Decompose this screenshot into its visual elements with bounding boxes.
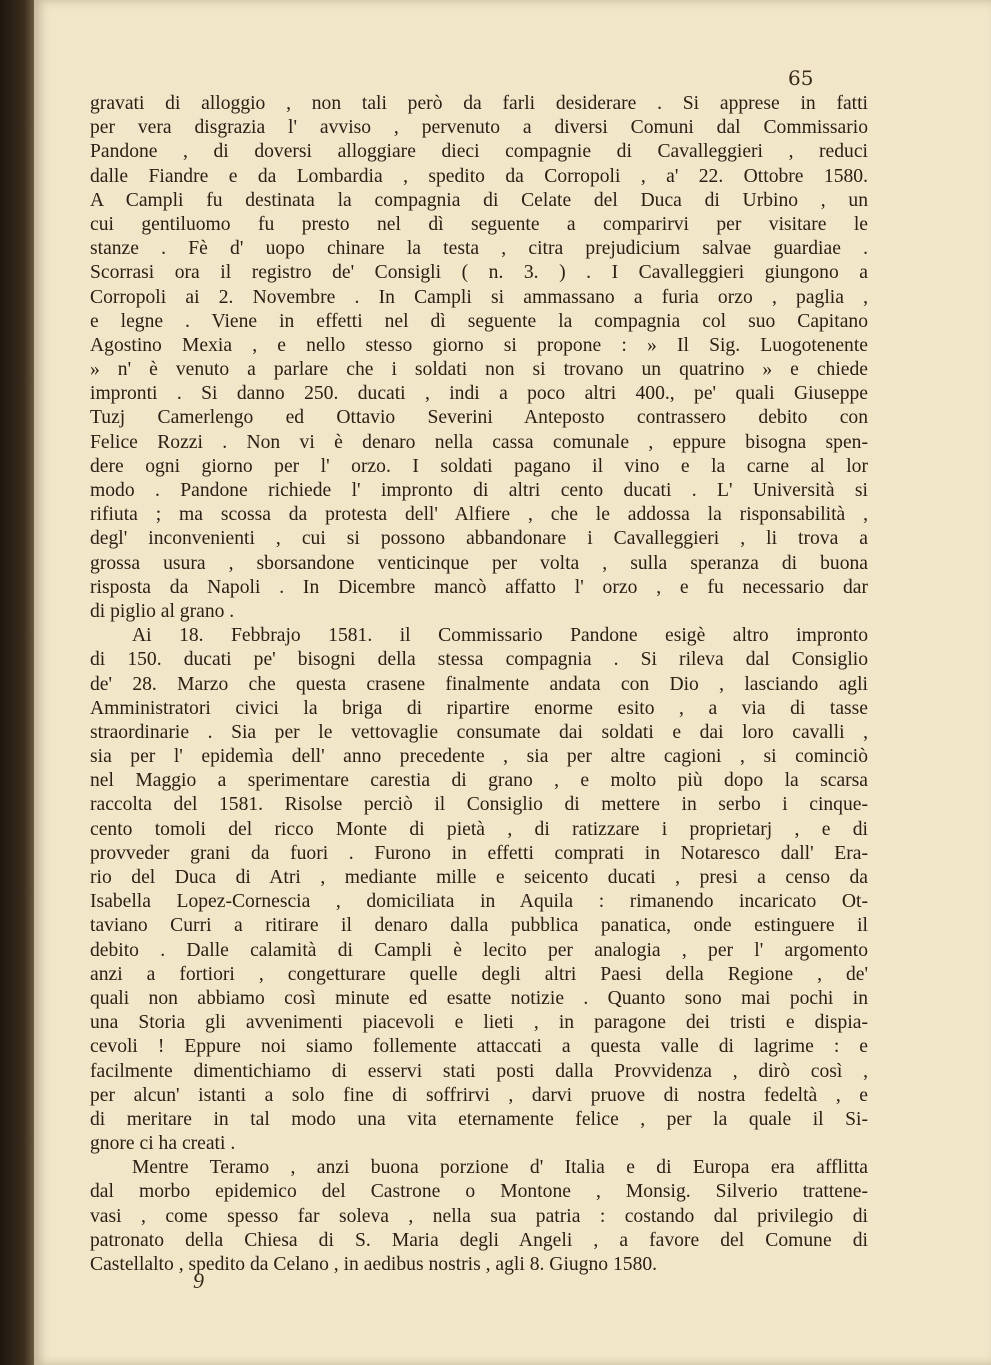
text-line: debito . Dalle calamità di Campli è lecito per analogia , per l' argomento xyxy=(90,939,868,961)
body-text xyxy=(90,92,868,1277)
text-line: di meritare in tal modo una vita eternamente felice , per la quale il Si- xyxy=(90,1108,868,1130)
page-number: 65 xyxy=(788,66,814,90)
text-line: Isabella Lopez-Cornescia , domiciliata in Aquila : rimanendo incaricato Ot- xyxy=(90,891,868,913)
text-line: A Campli fu destinata la compagnia di Celate del Duca di Urbino , un xyxy=(90,189,868,211)
text-line: cevoli ! Eppure noi siamo follemente attaccati a questa valle di lagrime : e xyxy=(90,1036,868,1058)
text-line: raccolta del 1581. Risolse perciò il Consiglio di mettere in serbo i cinque- xyxy=(90,794,868,816)
text-line: per alcun' istanti a solo fine di soffrirvi , darvi pruove di nostra fedeltà , e xyxy=(90,1084,868,1106)
text-line: Amministratori civici la briga di ripartire enorme esito , a via di tasse xyxy=(90,697,868,719)
text-line: nel Maggio a sperimentare carestia di grano , e molto più dopo la scarsa xyxy=(90,770,868,792)
signature-mark: 9 xyxy=(193,1268,204,1293)
book-gutter xyxy=(0,0,34,1365)
text-line: sia per l' epidemìa dell' anno precedente , sia per altre cagioni , si cominciò xyxy=(90,746,868,768)
text-line: Felice Rozzi . Non vi è denaro nella cassa comunale , eppure bisogna spen- xyxy=(90,431,868,453)
text-line: rifiuta ; ma scossa da protesta dell' Alfiere , che le addossa la risponsabilità , xyxy=(90,504,868,526)
text-line: una Storia gli avvenimenti piacevoli e lieti , in paragone dei tristi e dispia- xyxy=(90,1012,868,1034)
text-line: risposta da Napoli . In Dicembre mancò affatto l' orzo , e fu necessario dar xyxy=(90,576,868,598)
text-line: patronato della Chiesa di S. Maria degli Angeli , a favore del Comune di xyxy=(90,1229,868,1251)
text-line: Castellalto , spedito da Celano , in aedibus nostris , agli 8. Giugno 1580. xyxy=(90,1254,658,1275)
text-line: modo . Pandone richiede l' impronto di altri cento ducati . L' Università si xyxy=(90,480,868,501)
text-line: » n' è venuto a parlare che i soldati non si trovano un quatrino » e chiede xyxy=(90,359,868,381)
text-line: Tuzj Camerlengo ed Ottavio Severini Anteposto contrassero debito con xyxy=(90,407,868,429)
text-line: Mentre Teramo , anzi buona porzione d' Italia e di Europa era afflitta xyxy=(132,1157,868,1179)
text-line: vasi , come spesso far soleva , nella sua patria : costando dal privilegio di xyxy=(90,1205,868,1227)
text-line: e legne . Viene in effetti nel dì seguente la compagnia col suo Capitano xyxy=(90,310,868,332)
text-line: Ai 18. Febbrajo 1581. il Commissario Pandone esigè altro impronto xyxy=(132,625,868,647)
text-line: stanze . Fè d' uopo chinare la testa , citra prejudicium salvae guardiae . xyxy=(90,238,868,260)
text-line: di 150. ducati pe' bisogni della stessa compagnia . Si rileva dal Consiglio xyxy=(90,649,868,671)
text-line: anzi a fortiori , congetturare quelle degli altri Paesi della Regione , de' xyxy=(90,963,868,985)
text-line: facilmente dimentichiamo di esservi stati posti dalla Provvidenza , dirò così , xyxy=(90,1060,868,1082)
text-line: cui gentiluomo fu presto nel dì seguente a comparirvi per visitare le xyxy=(90,213,868,235)
text-line: dal morbo epidemico del Castrone o Montone , Monsig. Silverio trattene- xyxy=(90,1181,868,1203)
text-line: taviano Curri a ritirare il denaro dalla pubblica panatica, onde estinguere il xyxy=(90,915,868,937)
text-line: degl' inconvenienti , cui si possono abbandonare i Cavalleggieri , li trova a xyxy=(90,528,868,550)
text-line: straordinarie . Sia per le vettovaglie consumate dai soldati e dai loro cavalli , xyxy=(90,721,868,743)
text-line: grossa usura , sborsandone venticinque per volta , sulla speranza di buona xyxy=(90,552,868,574)
text-line: Scorrasi ora il registro de' Consigli ( n. 3. ) . I Cavalleggieri giungono a xyxy=(90,262,868,284)
text-line: provveder grani da fuori . Furono in effetti comprati in Notaresco dall' Era- xyxy=(90,842,868,864)
text-line: Pandone , di doversi alloggiare dieci compagnie di Cavalleggieri , reduci xyxy=(90,141,868,163)
text-line: Agostino Mexia , e nello stesso giorno si propone : » Il Sig. Luogotenente xyxy=(90,334,868,356)
text-line: dere ogni giorno per l' orzo. I soldati pagano il vino e la carne al lor xyxy=(90,455,868,477)
text-line: gnore ci ha creati . xyxy=(90,1133,236,1155)
text-line: rio del Duca di Atri , mediante mille e seicento ducati , presi a censo da xyxy=(90,867,868,888)
text-line: quali non abbiamo così minute ed esatte notizie . Quanto sono mai pochi in xyxy=(90,987,868,1009)
text-line: gravati di alloggio , non tali però da farli desiderare . Si apprese in fatti xyxy=(90,93,868,114)
text-line: dalle Fiandre e da Lombardia , spedito da Corropoli , a' 22. Ottobre 1580. xyxy=(90,165,868,187)
text-line: de' 28. Marzo che questa crasene finalmente andata con Dio , lasciando agli xyxy=(90,673,868,695)
text-line: impronti . Si danno 250. ducati , indi a poco altri 400., pe' quali Giuseppe xyxy=(90,383,868,405)
text-line: cento tomoli del ricco Monte di pietà , di ratizzare i proprietarj , e di xyxy=(90,818,868,840)
text-line: di piglio al grano . xyxy=(90,600,235,622)
text-line: Corropoli ai 2. Novembre . In Campli si ammassano a furia orzo , paglia , xyxy=(90,286,868,308)
text-line: per vera disgrazia l' avviso , pervenuto a diversi Comuni dal Commissario xyxy=(90,117,868,139)
